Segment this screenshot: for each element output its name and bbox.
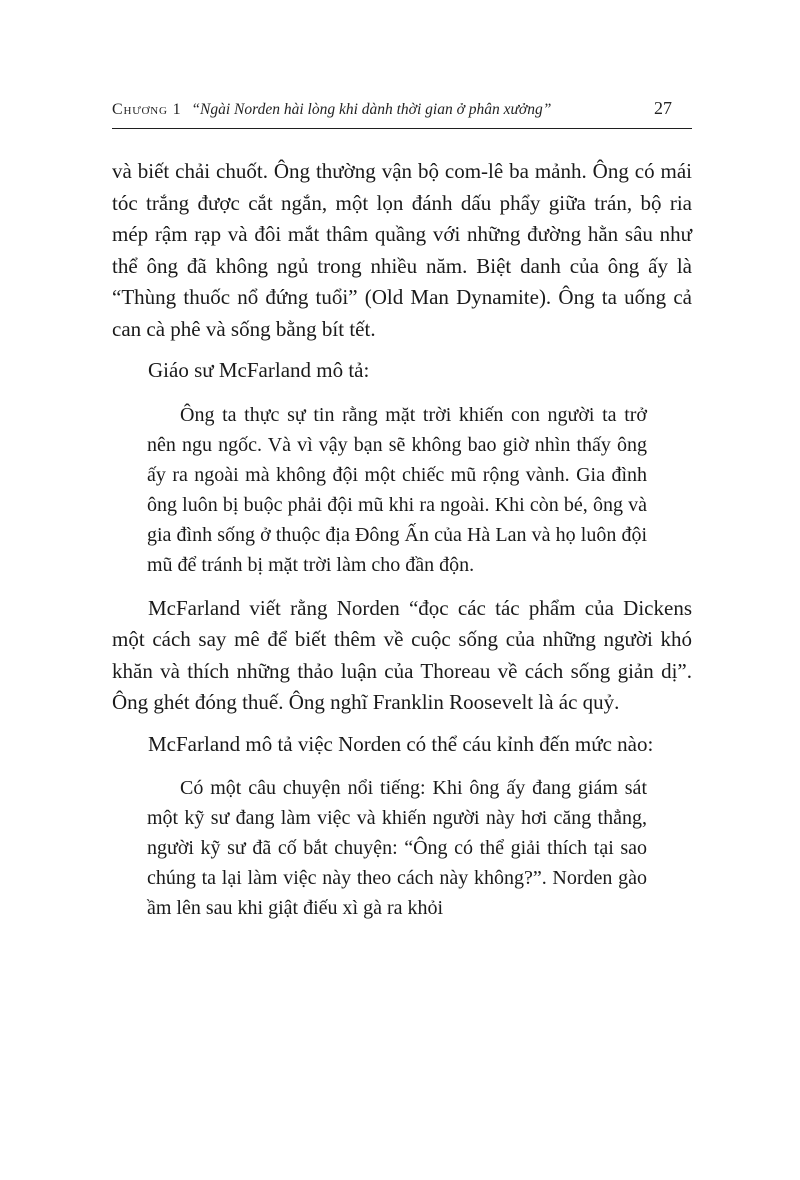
page-body bbox=[112, 156, 692, 923]
running-head-left bbox=[112, 101, 551, 119]
body-paragraph: McFarland viết rằng Norden “đọc các tác phẩm của Dickens một cách say mê để biết thêm về cuộc sống của những người khó khăn và thích những thảo luận của Thoreau về cách sống giản dị”. Ông ghét đóng thuế. Ông nghĩ Franklin Roosevelt là ác quỷ. bbox=[112, 595, 692, 714]
body-paragraph: Giáo sư McFarland mô tả: bbox=[148, 358, 370, 382]
page-number: 27 bbox=[654, 98, 672, 118]
block-quote: Có một câu chuyện nổi tiếng: Khi ông ấy đang giám sát một kỹ sư đang làm việc và khiến người này hơi căng thẳng, người kỹ sư đã cố bắt chuyện: “Ông có thể giải thích tại sao chúng ta lại làm việc này theo cách này không?”. Norden gào ầm lên sau khi giật điếu xì gà ra khỏi bbox=[147, 777, 647, 919]
chapter-title: “Ngài Norden hài lòng khi dành thời gian ở phân xưởng” bbox=[191, 101, 552, 118]
body-paragraph: McFarland mô tả việc Norden có thể cáu kỉnh đến mức nào: bbox=[148, 731, 654, 756]
chapter-label: Chương 1 bbox=[112, 101, 182, 118]
block-quote: Ông ta thực sự tin rằng mặt trời khiến con người ta trở nên ngu ngốc. Và vì vậy bạn sẽ không bao giờ nhìn thấy ông ấy ra ngoài mà không đội một chiếc mũ rộng vành. Gia đình ông luôn bị buộc phải đội mũ khi ra ngoài. Khi còn bé, ông và gia đình sống ở thuộc địa Đông Ấn của Hà Lan và họ luôn đội mũ để tránh bị mặt trời làm cho đần độn. bbox=[147, 403, 647, 576]
body-paragraph: và biết chải chuốt. Ông thường vận bộ com-lê ba mảnh. Ông có mái tóc trắng được cắt ngắn, một lọn đánh dấu phẩy giữa trán, bộ ria mép rậm rạp và đôi mắt thâm quầng với những đường hằn sâu như thể ông đã không ngủ trong nhiều năm. Biệt danh của ông ấy là “Thùng thuốc nổ đứng tuổi” (Old Man Dynamite). Ông ta uống cả can cà phê và sống bằng bít tết. bbox=[112, 159, 692, 341]
page-header bbox=[112, 98, 692, 129]
